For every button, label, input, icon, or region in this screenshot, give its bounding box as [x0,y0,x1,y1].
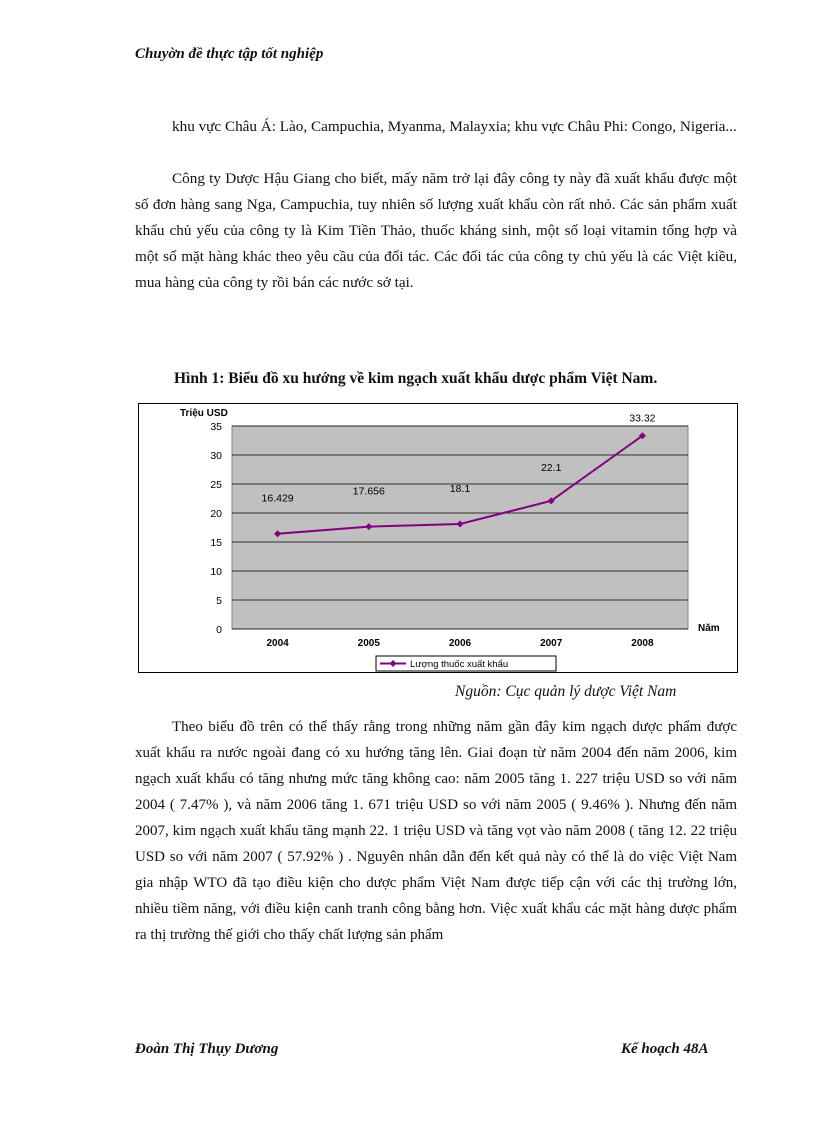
data-label: 18.1 [449,483,471,496]
data-label: 17.656 [352,485,385,498]
line-chart [138,403,738,673]
x-tick-label: 2005 [357,638,380,649]
y-tick-label: 15 [210,537,222,549]
paragraph-1: khu vực Châu Á: Lào, Campuchia, Myanma, Malayxia; khu vực Châu Phi: Congo, Nigeria... [172,118,737,135]
figure-source: Nguồn: Cục quản lý dược Việt Nam [455,683,677,700]
y-tick-label: 5 [216,595,222,607]
data-label: 22.1 [540,461,562,474]
y-tick-label: 35 [210,421,222,433]
x-tick-label: 2007 [540,638,563,649]
y-tick-label: 25 [210,479,222,491]
data-label: 33.32 [629,412,656,425]
x-tick-label: 2008 [631,638,654,649]
chart-container [138,403,738,673]
paragraph-2: Công ty Dược Hậu Giang cho biết, mấy năm trở lại đây công ty này đã xuất khẩu được một số đơn hàng sang Nga, Campuchia, tuy nhiên số lượng xuất khẩu còn rất nhỏ. Các sản phẩm xuất khẩu chủ yếu của công ty là Kim Tiền Thảo, thuốc kháng sinh, một số loại vitamin tổng hợp và một số mặt hàng khác theo yêu cầu của đối tác. Các đối tác của công ty chủ yếu là các Việt kiều, mua hàng của công ty rồi bán các nước sở tại. [135,170,737,291]
x-axis-label: Năm [698,623,720,634]
y-tick-label: 20 [210,508,222,520]
x-tick-label: 2004 [266,638,289,649]
y-axis-label: Triệu USD [180,408,228,419]
page-header-title: Chuyờn đề thực tập tốt nghiệp [135,46,324,62]
paragraph-3: Theo biểu đồ trên có thể thấy rằng trong những năm gần đây kim ngạch dược phẩm được xuất khẩu ra nước ngoài đang có xu hướng tăng lên. Giai đoạn từ năm 2004 đến năm 2006, kim ngạch xuất khẩu có tăng nhưng mức tăng không cao: năm 2005 tăng 1. 227 triệu USD so với năm 2004 ( 7.47% ), và năm 2006 tăng 1. 671 triệu USD so với năm 2005 ( 9.46% ). Nhưng đến năm 2007, kim ngạch xuất khẩu tăng mạnh 22. 1 triệu USD và tăng vọt vào năm 2008 ( tăng 12. 22 triệu USD so với năm 2007 ( 57.92% ) . Nguyên nhân dẫn đến kết quả này có thể là do việc Việt Nam gia nhập WTO đã tạo điều kiện cho dược phẩm Việt Nam được tiếp cận với các thị trường lớn, nhiều tiềm năng, với điều kiện canh tranh công bằng hơn. Việc xuất khẩu các mặt hàng dược phẩm ra thị trường thế giới cho thấy chất lượng sản phẩm [135,719,737,943]
legend-label: Lượng thuốc xuất khẩu [410,659,509,670]
footer-class: Kế hoạch 48A [621,1041,709,1057]
y-tick-label: 30 [210,450,222,462]
x-tick-label: 2006 [448,638,472,649]
legend [376,656,556,671]
y-tick-label: 10 [210,566,222,578]
figure-caption: Hình 1: Biểu đồ xu hướng về kim ngạch xuất khẩu dược phẩm Việt Nam. [174,370,658,387]
data-label: 16.429 [261,492,294,505]
y-tick-label: 0 [216,624,222,636]
footer-author: Đoàn Thị Thụy Dương [135,1041,279,1057]
